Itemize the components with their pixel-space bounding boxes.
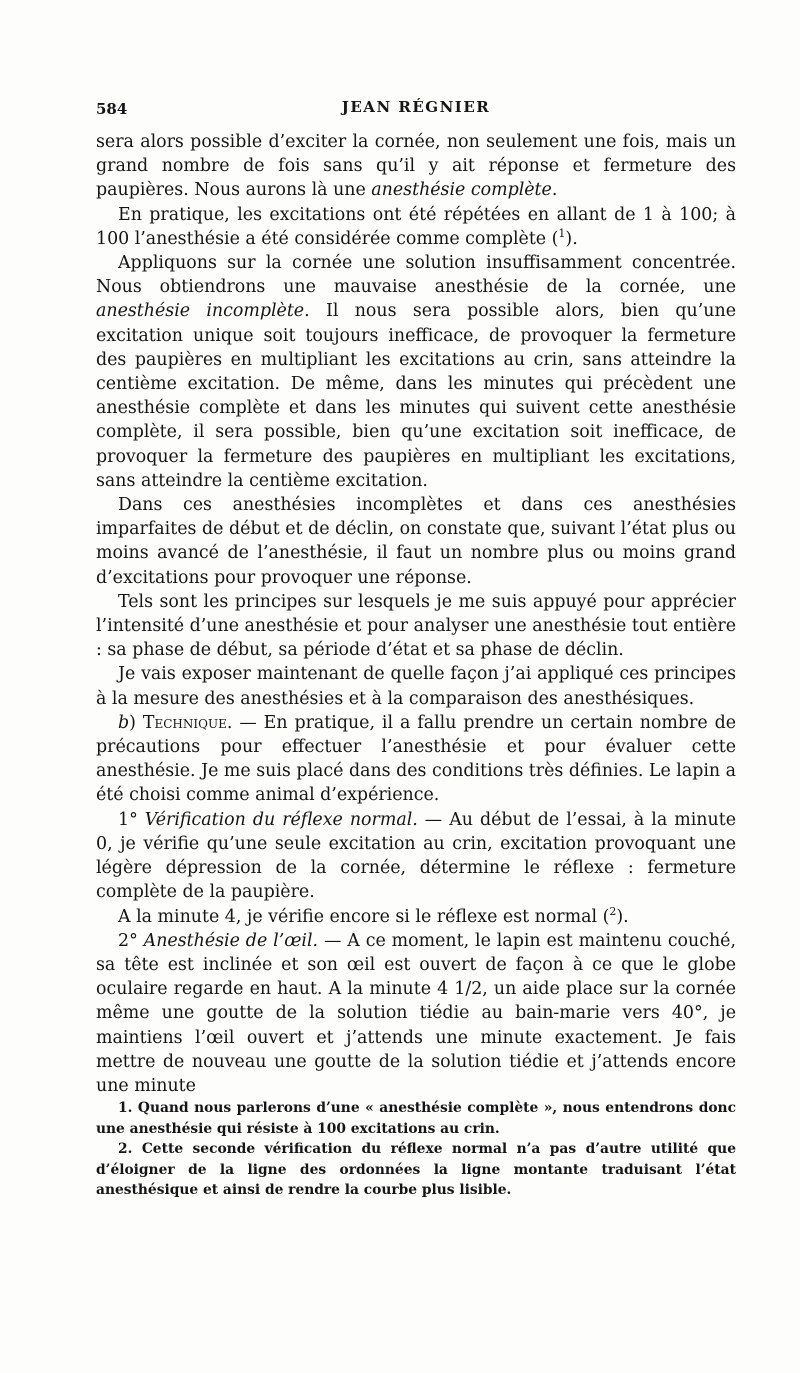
paragraph-6: Je vais exposer maintenant de quelle façon j’ai appliqué ces principes à la mesure des anesthésies et à la comparaison des anesthésiques. (96, 664, 736, 709)
section-label: b (118, 712, 130, 733)
emphasis: anesthésie incomplète (96, 301, 305, 322)
page-header (96, 98, 736, 122)
paragraph-1: sera alors possible d’exciter la cornée, non seulement une fois, mais un grand nombre de fois sans qu’il y ait réponse et fermeture des paupières. Nous aurons là une anesthésie complète. (96, 132, 736, 201)
step-heading: Anesthésie de l’œil. (143, 930, 319, 951)
footnotes (96, 1098, 736, 1201)
footnote-1: 1. Quand nous parlerons d’une « anesthésie complète », nous entendrons donc une anesthésie qui résiste à 100 excitations au crin. (96, 1100, 736, 1137)
paragraph-verification: 1° Vérification du réflexe normal. — Au début de l’essai, à la minute 0, je vérifie qu’une seule excitation au crin, excitation provoquant une légère dépression de la cornée, détermine le réflexe : fermeture complète de la paupière. (96, 809, 736, 903)
footnote-ref-2: 2 (609, 904, 617, 918)
paragraph-minute-4: A la minute 4, je vérifie encore si le réflexe est normal ($^2$). (118, 904, 629, 927)
paragraph-2: En pratique, les excitations ont été répétées en allant de 1 à 100; à 100 l’anesthésie a été considérée comme complète ($^1$). (96, 204, 736, 249)
paragraph-anesthesie-oeil: 2° Anesthésie de l’œil. — A ce moment, le lapin est maintenu couché, sa tête est inclinée et son œil est ouvert de façon à ce que le globe oculaire regarde en haut. A la minute 4 1/2, un aide place sur la cornée même une goutte de la solution tiédie au bain-marie vers 40°, je maintiens l’œil ouvert et j’attends une minute exactement. Je fais mettre de nouveau une goutte de la solution tiédie et j’attends encore une minute (96, 930, 736, 1096)
section-heading: Technique. (142, 712, 233, 733)
footnote-ref-1: 1 (558, 227, 566, 241)
footnote-2: 2. Cette seconde vérification du réflexe normal n’a pas d’autre utilité que d’éloigner de la ligne des ordonnées la ligne montante traduisant l’état anesthésique et ainsi de rendre la courbe plus lisible. (96, 1141, 736, 1198)
step-number: 1° (118, 809, 138, 830)
paragraph-4: Dans ces anesthésies incomplètes et dans ces anesthésies imparfaites de début et de déclin, on constate que, suivant l’état plus ou moins avancé de l’anesthésie, il faut un nombre plus ou moins grand d’excitations pour provoquer une réponse. (96, 495, 736, 588)
running-head: JEAN RÉGNIER (341, 98, 491, 116)
body-text (96, 130, 736, 1098)
step-heading: Vérification du réflexe normal. (144, 809, 418, 830)
paragraph-technique: b) Technique. — En pratique, il a fallu prendre un certain nombre de précautions pour effectuer l’anesthésie et pour évaluer cette anesthésie. Je me suis placé dans des conditions très définies. Le lapin a été choisi comme animal d’expérience. (96, 712, 736, 806)
emphasis: anesthésie complète (371, 180, 552, 201)
paragraph-3: Appliquons sur la cornée une solution insuffisamment concentrée. Nous obtiendrons une mauvaise anesthésie de la cornée, une anesthésie incomplète. Il nous sera possible alors, bien qu’une excitation unique soit toujours inefficace, de provoquer la fermeture des paupières en multipliant les excitations au crin, sans atteindre la centième excitation. De même, dans les minutes qui précèdent une anesthésie complète et dans les minutes qui suivent cette anesthésie complète, il sera possible, bien qu’une excitation soit inefficace, de provoquer la fermeture des paupières en multipliant les excitations, sans atteindre la centième excitation. (96, 253, 736, 491)
page-number: 584 (96, 100, 128, 118)
step-number: 2° (118, 930, 138, 951)
paragraph-5: Tels sont les principes sur lesquels je me suis appuyé pour apprécier l’intensité d’une anesthésie et pour analyser une anesthésie tout entière : sa phase de début, sa période d’état et sa phase de déclin. (96, 591, 736, 661)
